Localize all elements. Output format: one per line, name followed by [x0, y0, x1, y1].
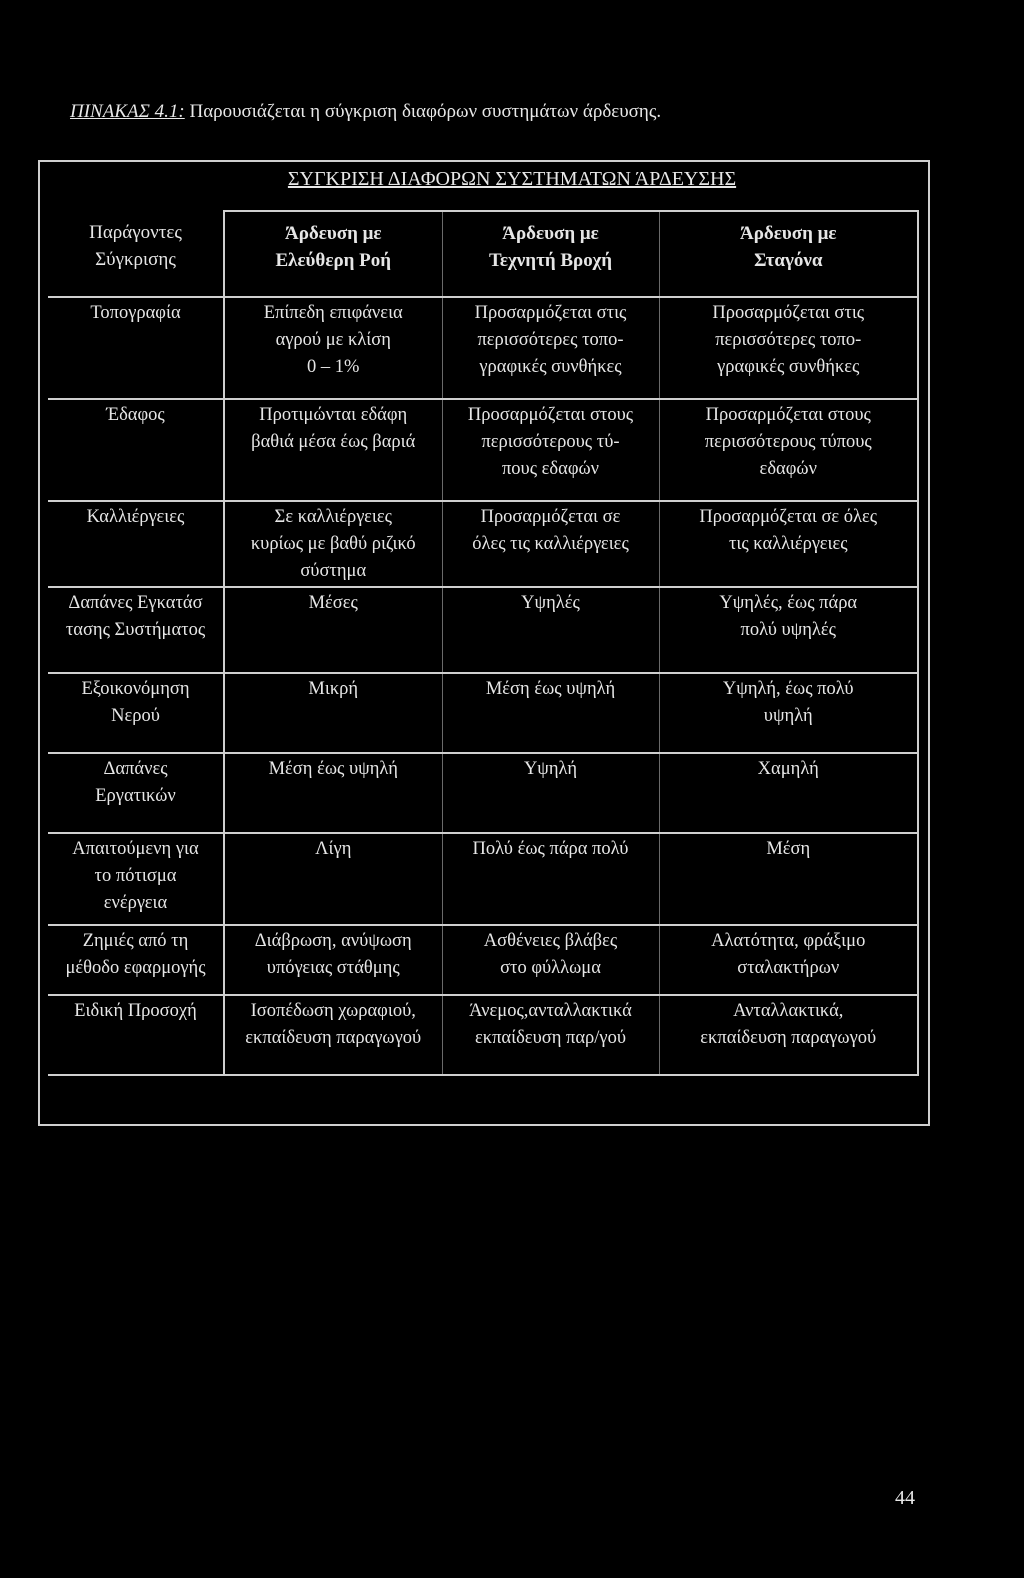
cell-line: πολύ υψηλές: [740, 620, 836, 640]
cell-line: σύστημα: [300, 561, 367, 581]
value-cell: [659, 673, 918, 753]
cell-line: σταλακτήρων: [737, 958, 840, 978]
factor-cell: [48, 399, 224, 501]
cell-line: αγρού με κλίση: [275, 330, 391, 350]
header-cell: Άρδευση με Σταγόνα: [659, 211, 918, 297]
table-title: ΣΥΓΚΡΙΣΗ ΔΙΑΦΟΡΩΝ ΣΥΣΤΗΜΑΤΩΝ ΆΡΔΕΥΣΗΣ: [287, 168, 737, 190]
cell-line: στο φύλλωμα: [500, 958, 601, 978]
cell-line: υψηλή: [763, 706, 813, 726]
value-cell: [442, 673, 659, 753]
factor-cell: [48, 673, 224, 753]
cell-line: εκπαίδευση παραγωγού: [700, 1028, 877, 1048]
value-cell: [224, 297, 442, 399]
cell-line: εκπαίδευση παρ/γού: [474, 1028, 626, 1048]
table-row: [48, 673, 918, 753]
table-row: [48, 587, 918, 673]
cell-line: Μέση έως υψηλή: [485, 679, 616, 699]
cell-line: Ζημιές από τη: [82, 931, 189, 951]
factor-cell: [48, 995, 224, 1075]
cell-line: Σε καλλιέργειες: [274, 507, 392, 527]
cell-line: περισσότερες τοπο-: [715, 330, 862, 350]
cell-line: Προσαρμόζεται στις: [712, 303, 865, 323]
cell-line: Υψηλή, έως πολύ: [722, 679, 854, 699]
cell-line: Προσαρμόζεται σε όλες: [699, 507, 878, 527]
cell-line: Έδαφος: [106, 405, 165, 425]
value-cell: [224, 995, 442, 1075]
header-row: [48, 211, 918, 297]
cell-line: Ανταλλακτικά,: [733, 1001, 844, 1021]
cell-line: Λίγη: [315, 839, 352, 859]
cell-line: περισσότερες τοπο-: [477, 330, 624, 350]
cell-line: Δαπάνες Εγκατάσ: [68, 593, 203, 613]
factor-cell: [48, 753, 224, 833]
cell-line: Ασθένειες βλάβες: [483, 931, 618, 951]
cell-line: όλες τις καλλιέργειες: [472, 534, 629, 554]
cell-line: τις καλλιέργειες: [728, 534, 848, 554]
cell-line: Μέση έως υψηλή: [268, 759, 398, 779]
cell-line: 0 – 1%: [307, 357, 360, 377]
table-row: [48, 995, 918, 1075]
cell-line: πους εδαφών: [501, 459, 600, 479]
factor-cell: [48, 297, 224, 399]
cell-line: μέθοδο εφαρμογής: [65, 958, 206, 978]
value-cell: [224, 753, 442, 833]
cell-line: Προσαρμόζεται στους: [705, 405, 871, 425]
cell-line: Αλατότητα, φράξιμο: [711, 931, 866, 951]
cell-line: Δαπάνες: [103, 759, 168, 779]
cell-line: Τοπογραφία: [90, 303, 181, 323]
cell-line: υπόγειας στάθμης: [266, 958, 400, 978]
cell-line: Νερού: [111, 706, 160, 726]
cell-line: Ισοπέδωση χωραφιού,: [250, 1001, 416, 1021]
table-row: [48, 925, 918, 995]
value-cell: [659, 753, 918, 833]
cell-line: Διάβρωση, ανύψωση: [254, 931, 412, 951]
cell-line: Ειδική Προσοχή: [74, 1001, 197, 1021]
factor-cell: [48, 501, 224, 587]
cell-line: γραφικές συνθήκες: [479, 357, 622, 377]
comparison-table: [48, 210, 919, 1076]
value-cell: [224, 925, 442, 995]
table-row: [48, 753, 918, 833]
table-row: [48, 501, 918, 587]
value-cell: [224, 833, 442, 925]
value-cell: [659, 297, 918, 399]
value-cell: [659, 501, 918, 587]
cell-line: κυρίως με βαθύ ριζικό: [250, 534, 416, 554]
value-cell: [442, 925, 659, 995]
header-cell: Άρδευση με Ελεύθερη Ροή: [224, 211, 442, 297]
cell-line: Επίπεδη επιφάνεια: [263, 303, 403, 323]
value-cell: [442, 833, 659, 925]
value-cell: [224, 501, 442, 587]
cell-line: βαθιά μέσα έως βαριά: [251, 432, 416, 452]
cell-line: Υψηλή: [523, 759, 578, 779]
value-cell: [224, 673, 442, 753]
header-cell: Παράγοντες Σύγκρισης: [48, 211, 224, 297]
cell-line: Πολύ έως πάρα πολύ: [472, 839, 629, 859]
cell-line: Προσαρμόζεται στις: [474, 303, 627, 323]
table-row: [48, 399, 918, 501]
value-cell: [442, 587, 659, 673]
table-caption: [70, 101, 661, 123]
cell-line: Χαμηλή: [757, 759, 819, 779]
value-cell: [442, 501, 659, 587]
value-cell: [659, 399, 918, 501]
cell-line: περισσότερους τύ-: [481, 432, 620, 452]
value-cell: [659, 925, 918, 995]
cell-line: Υψηλές, έως πάρα: [719, 593, 858, 613]
value-cell: [224, 587, 442, 673]
factor-cell: [48, 833, 224, 925]
cell-line: ενέργεια: [103, 893, 168, 913]
value-cell: [442, 399, 659, 501]
cell-line: εδαφών: [759, 459, 817, 479]
cell-line: Προτιμώνται εδάφη: [259, 405, 408, 425]
cell-line: Υψηλές: [521, 593, 580, 613]
cell-line: Απαιτούμενη για: [72, 839, 199, 859]
page-number: 44: [895, 1487, 915, 1509]
cell-line: γραφικές συνθήκες: [717, 357, 860, 377]
cell-line: Προσαρμόζεται σε: [480, 507, 621, 527]
cell-line: Άνεμος,ανταλλακτικά: [469, 1001, 632, 1021]
value-cell: [442, 995, 659, 1075]
cell-line: τασης Συστήματος: [65, 620, 206, 640]
caption-label: ΠΙΝΑΚΑΣ 4.1:: [70, 101, 185, 122]
value-cell: [659, 833, 918, 925]
table-row: [48, 833, 918, 925]
cell-line: Εργατικών: [95, 786, 176, 806]
value-cell: [442, 297, 659, 399]
cell-line: περισσότερους τύπους: [704, 432, 872, 452]
header-cell: Άρδευση με Τεχνητή Βροχή: [442, 211, 659, 297]
cell-line: Μέσες: [308, 593, 358, 613]
cell-line: Προσαρμόζεται στους: [467, 405, 634, 425]
cell-line: Εξοικονόμηση: [81, 679, 190, 699]
factor-cell: [48, 925, 224, 995]
value-cell: [442, 753, 659, 833]
cell-line: εκπαίδευση παραγωγού: [245, 1028, 422, 1048]
value-cell: [659, 995, 918, 1075]
table-row: [48, 297, 918, 399]
cell-line: Καλλιέργειες: [86, 507, 185, 527]
cell-line: το πότισμα: [94, 866, 177, 886]
cell-line: Μικρή: [308, 679, 359, 699]
value-cell: [224, 399, 442, 501]
factor-cell: [48, 587, 224, 673]
caption-text: Παρουσιάζεται η σύγκριση διαφόρων συστημάτων άρδευσης.: [184, 101, 662, 122]
value-cell: [659, 587, 918, 673]
cell-line: Μέση: [766, 839, 811, 859]
